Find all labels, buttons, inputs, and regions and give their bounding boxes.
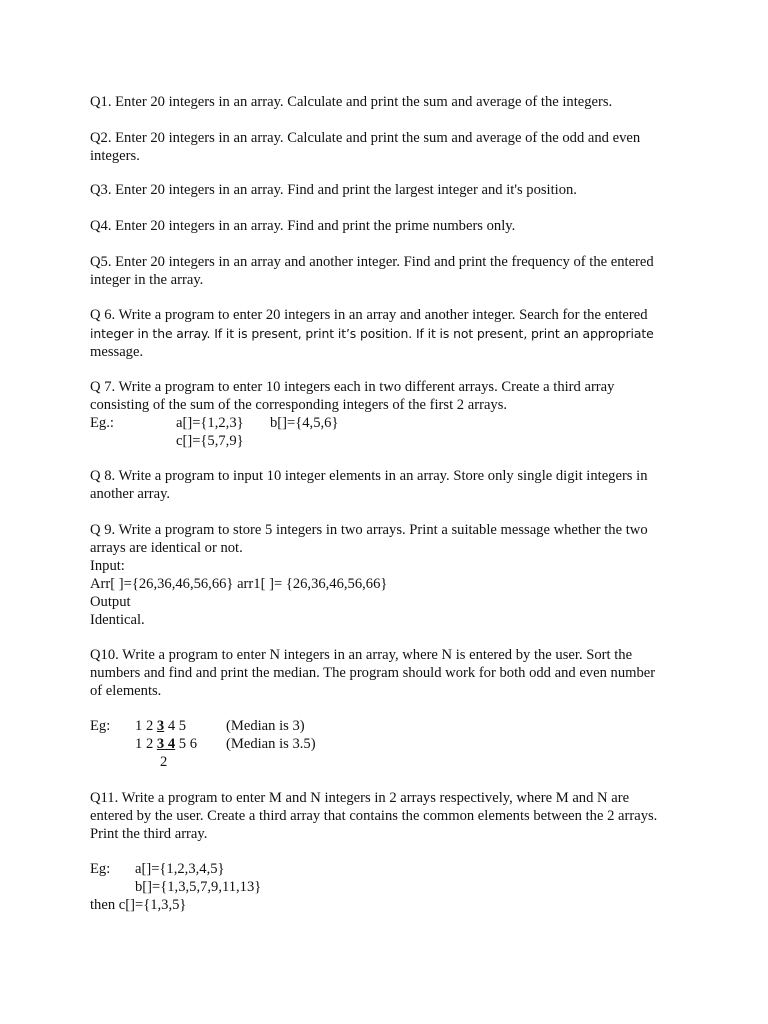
q9-output-value: Identical. xyxy=(90,612,145,628)
q9-output-label: Output xyxy=(90,594,131,610)
q4-line-1: Q4. Enter 20 integers in an array. Find and print the prime numbers only. xyxy=(90,218,516,234)
q11-line-2: entered by the user. Create a third array that contains the common elements between the 2 arrays. xyxy=(90,808,658,824)
q5-line-1: Q5. Enter 20 integers in an array and another integer. Find and print the frequency of the entered xyxy=(90,254,654,270)
q10-ex1-post: 4 5 xyxy=(164,718,187,734)
q8-line-1: Q 8. Write a program to input 10 integer elements in an array. Store only single digit integers in xyxy=(90,468,648,484)
q9-line-1: Q 9. Write a program to store 5 integers in two arrays. Print a suitable message whether the two xyxy=(90,522,648,538)
q7-eg-label: Eg.: xyxy=(90,415,114,431)
q3-line-1: Q3. Enter 20 integers in an array. Find and print the largest integer and it's position. xyxy=(90,182,577,198)
q9-arrays: Arr[ ]={26,36,46,56,66} arr1[ ]= {26,36,46,56,66} xyxy=(90,576,388,592)
q8-line-2: another array. xyxy=(90,486,171,502)
q10-ex1-note: (Median is 3) xyxy=(226,718,305,734)
q10-ex2-note: (Median is 3.5) xyxy=(226,736,316,752)
q7-array-b: b[]={4,5,6} xyxy=(270,415,339,431)
q11-array-c: then c[]={1,3,5} xyxy=(90,897,187,913)
q10-example-1 xyxy=(135,717,186,735)
q10-ex1-median: 3 xyxy=(156,718,165,734)
q11-array-a: a[]={1,2,3,4,5} xyxy=(135,861,225,877)
q11-line-1: Q11. Write a program to enter M and N integers in 2 arrays respectively, where M and N are xyxy=(90,790,630,806)
q11-array-b: b[]={1,3,5,7,9,11,13} xyxy=(135,879,262,895)
q10-ex2-median: 3 4 xyxy=(156,736,176,752)
q10-ex2-post: 5 6 xyxy=(175,736,198,752)
q9-input-label: Input: xyxy=(90,558,125,574)
q6-line-3: message. xyxy=(90,344,144,360)
q10-line-1: Q10. Write a program to enter N integers in an array, where N is entered by the user. Sort the xyxy=(90,647,633,663)
q10-ex2-pre: 1 2 xyxy=(135,736,157,752)
q10-line-3: of elements. xyxy=(90,683,162,699)
q2-line-2: integers. xyxy=(90,148,140,164)
q6-line-2: integer in the array. If it is present, print it’s position. If it is not present, print an appropriate xyxy=(90,326,654,341)
q7-line-2: consisting of the sum of the corresponding integers of the first 2 arrays. xyxy=(90,397,508,413)
q6-line-1: Q 6. Write a program to enter 20 integers in an array and another integer. Search for the entered xyxy=(90,307,648,323)
q2-line-1: Q2. Enter 20 integers in an array. Calculate and print the sum and average of the odd and even xyxy=(90,130,641,146)
q10-ex2-divisor: 2 xyxy=(160,754,168,770)
q9-line-2: arrays are identical or not. xyxy=(90,540,243,556)
q1-line-1: Q1. Enter 20 integers in an array. Calculate and print the sum and average of the integers. xyxy=(90,94,613,110)
q10-line-2: numbers and find and print the median. The program should work for both odd and even number xyxy=(90,665,656,681)
q11-line-3: Print the third array. xyxy=(90,826,208,842)
q11-eg-label: Eg: xyxy=(90,861,111,877)
q7-array-c: c[]={5,7,9} xyxy=(176,433,244,449)
q10-ex1-pre: 1 2 xyxy=(135,718,157,734)
q10-eg-label: Eg: xyxy=(90,718,111,734)
q7-array-a: a[]={1,2,3} xyxy=(176,415,244,431)
q10-example-2 xyxy=(135,735,197,753)
q5-line-2: integer in the array. xyxy=(90,272,204,288)
q7-line-1: Q 7. Write a program to enter 10 integers each in two different arrays. Create a third array xyxy=(90,379,615,395)
